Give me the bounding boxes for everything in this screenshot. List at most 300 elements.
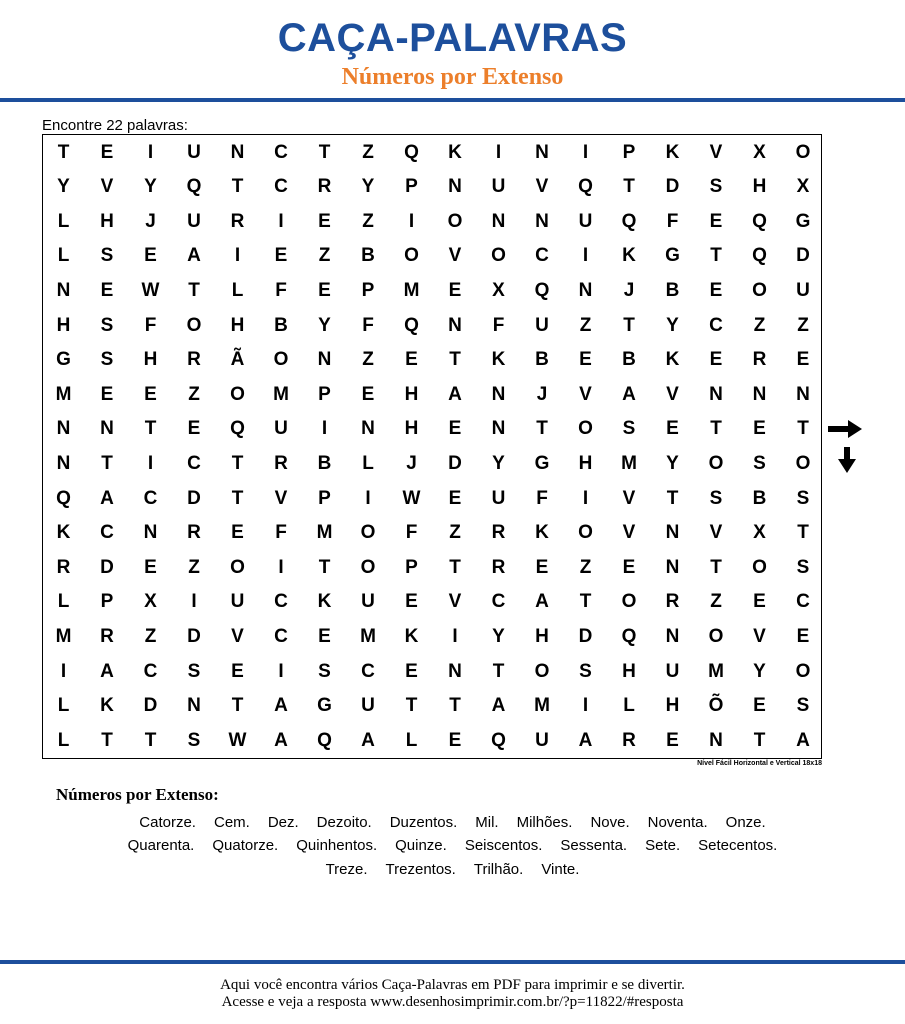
grid-letter: P (622, 141, 636, 163)
grid-letter: K (404, 625, 419, 647)
grid-letter: E (709, 210, 723, 232)
grid-letter: L (362, 452, 374, 474)
grid-letter: E (666, 418, 679, 440)
grid-letter: I (452, 625, 458, 647)
grid-letter: U (491, 176, 506, 198)
grid-letter: F (275, 279, 287, 301)
grid-letter: U (665, 660, 680, 682)
grid-letter: N (709, 383, 723, 405)
grid-letter: Q (578, 176, 593, 198)
grid-letter: Q (404, 141, 419, 163)
grid-letter: M (360, 625, 376, 647)
grid-letter: E (144, 245, 157, 267)
word-item: Quinhentos. (296, 837, 378, 854)
word-item: Dez. (267, 814, 299, 831)
grid-letter: Q (752, 210, 767, 232)
grid-letter: T (797, 522, 809, 544)
footer-line-2: Acesse e veja a resposta www.desenhosimprimir.com.br/?p=11822/#resposta (221, 994, 684, 1010)
grid-letter: E (100, 141, 114, 163)
grid-letter: T (231, 176, 244, 198)
grid-letter: K (100, 695, 114, 717)
grid-letter: Z (710, 591, 722, 613)
grid-letter: E (448, 279, 462, 301)
grid-letter: T (57, 141, 70, 163)
grid-letter: B (317, 452, 332, 474)
grid-letter: C (274, 176, 288, 198)
grid-letter: Z (188, 383, 200, 405)
grid-letter: I (408, 210, 415, 232)
grid-letter: E (144, 383, 157, 405)
grid-letter: R (622, 729, 636, 751)
grid-letter: X (753, 522, 766, 544)
grid-letter: N (535, 210, 549, 232)
grid-letter: M (55, 383, 72, 405)
grid-letter: W (141, 279, 160, 301)
grid-letter: D (143, 695, 158, 717)
grid-letter: C (187, 452, 201, 474)
grid-letter: V (579, 383, 592, 405)
grid-letter: R (317, 176, 332, 198)
grid-letter: Z (144, 625, 157, 647)
grid-letter: K (317, 591, 332, 613)
grid-letter: M (621, 452, 637, 474)
grid-letter: D (448, 452, 462, 474)
grid-letter: U (230, 591, 245, 613)
grid-letter: E (709, 279, 723, 301)
grid-letter: N (56, 418, 71, 440)
grid-letter: O (621, 591, 637, 613)
grid-letter: T (449, 695, 461, 717)
grid-letter: C (274, 625, 288, 647)
grid-letter: Y (57, 176, 70, 198)
grid-letter: X (492, 279, 505, 301)
grid-letter: O (795, 660, 811, 682)
grid-letter: V (753, 625, 766, 647)
grid-letter: L (57, 695, 70, 717)
grid-letter: H (578, 452, 593, 474)
grid-letter: E (448, 418, 462, 440)
grid-letter: D (796, 245, 810, 267)
grid-letter: N (187, 695, 201, 717)
grid-letter: O (752, 279, 767, 301)
word-item: Seiscentos. (464, 837, 543, 854)
grid-letter: T (449, 349, 461, 371)
grid-letter: H (622, 660, 636, 682)
grid-letter: Z (579, 556, 592, 578)
grid-letter: N (361, 418, 375, 440)
grid-letter: U (187, 141, 201, 163)
grid-letter: C (709, 314, 723, 336)
grid-letter: E (709, 349, 723, 371)
grid-letter: R (56, 556, 71, 578)
grid-letter: I (278, 556, 284, 578)
grid-letter: W (228, 729, 247, 751)
grid-letter: G (317, 695, 332, 717)
grid-letter: Q (621, 625, 637, 647)
word-item: Milhões. (516, 814, 573, 831)
grid-letter: A (361, 729, 375, 751)
grid-letter: E (405, 349, 418, 371)
grid-letter: R (230, 210, 245, 232)
grid-letter: O (230, 556, 245, 578)
grid-letter: C (274, 591, 288, 613)
grid-letter: N (491, 418, 506, 440)
level-note: Nível Fácil Horizontal e Vertical 18x18 (697, 760, 822, 767)
grid-letter: T (710, 245, 722, 267)
grid-letter: O (795, 141, 811, 163)
grid-letter: S (579, 660, 592, 682)
grid-letter: D (187, 625, 201, 647)
grid-letter: Z (318, 245, 331, 267)
grid-letter: A (100, 660, 114, 682)
instruction-text: Encontre 22 palavras: (42, 117, 188, 134)
grid-letter: Ã (230, 349, 245, 371)
grid-letter: V (622, 522, 636, 544)
grid-letter: P (318, 383, 331, 405)
grid-letter: T (753, 729, 766, 751)
grid-letter: C (491, 591, 506, 613)
grid-letter: E (448, 729, 462, 751)
grid-letter: Y (361, 176, 375, 198)
grid-letter: P (405, 556, 418, 578)
grid-letter: Y (318, 314, 331, 336)
grid-letter: Õ (708, 695, 724, 717)
grid-letter: A (274, 695, 288, 717)
word-item: Onze. (725, 814, 766, 831)
grid-letter: E (318, 210, 331, 232)
grid-letter: E (231, 522, 244, 544)
grid-letter: Z (797, 314, 809, 336)
word-item: Dezoito. (316, 814, 372, 831)
grid-letter: E (318, 279, 331, 301)
word-list-line (0, 814, 905, 831)
word-list-line (0, 837, 905, 854)
grid-letter: G (795, 210, 811, 232)
grid-letter: U (274, 418, 288, 440)
grid-letter: N (448, 176, 462, 198)
grid-letter: V (274, 487, 288, 509)
grid-letter: B (752, 487, 767, 509)
grid-letter: T (405, 695, 418, 717)
grid-letter: V (100, 176, 114, 198)
grid-letter: A (187, 245, 201, 267)
grid-letter: K (665, 141, 680, 163)
grid-letter: N (709, 729, 723, 751)
grid-letter: F (144, 314, 157, 336)
word-item: Quarenta. (127, 837, 195, 854)
grid-letter: E (100, 383, 114, 405)
arrow-down-icon (838, 447, 856, 473)
grid-letter: S (187, 660, 201, 682)
grid-letter: M (55, 625, 72, 647)
grid-letter: I (582, 141, 589, 163)
grid-letter: S (187, 729, 201, 751)
grid-letter: N (56, 279, 71, 301)
grid-letter: L (57, 591, 70, 613)
grid-letter: E (753, 418, 766, 440)
grid-letter: Z (362, 141, 374, 163)
grid-letter: O (708, 625, 724, 647)
grid-letter: N (752, 383, 767, 405)
grid-letter: U (535, 729, 549, 751)
grid-letter: L (231, 279, 244, 301)
grid-letter: O (447, 210, 463, 232)
grid-letter: S (622, 418, 636, 440)
grid-letter: H (230, 314, 245, 336)
grid-letter: V (448, 591, 462, 613)
grid-letter: M (708, 660, 724, 682)
grid-letter: G (534, 452, 550, 474)
word-item: Quatorze. (212, 837, 279, 854)
grid-letter: D (100, 556, 114, 578)
grid-letter: N (665, 556, 680, 578)
grid-letter: Z (753, 314, 766, 336)
grid-letter: H (535, 625, 549, 647)
grid-letter: H (752, 176, 767, 198)
grid-letter: O (273, 349, 289, 371)
grid-letter: B (361, 245, 375, 267)
word-item: Duzentos. (389, 814, 458, 831)
word-item: Catorze. (139, 814, 196, 831)
grid-letter: Y (492, 452, 505, 474)
grid-letter: C (100, 522, 114, 544)
grid-letter: H (143, 349, 158, 371)
grid-letter: C (361, 660, 375, 682)
grid-letter: S (709, 487, 723, 509)
grid-letter: Y (666, 314, 679, 336)
word-item: Setecentos. (698, 837, 778, 854)
grid-letter: V (709, 141, 723, 163)
grid-letter: H (404, 383, 419, 405)
grid-letter: X (753, 141, 766, 163)
grid-letter: L (623, 695, 635, 717)
grid-letter: Y (492, 625, 505, 647)
grid-letter: C (796, 591, 810, 613)
word-item: Mil. (475, 814, 499, 831)
grid-letter: Y (666, 452, 679, 474)
grid-letter: A (491, 695, 506, 717)
grid-letter: N (317, 349, 332, 371)
arrow-right-icon (828, 420, 862, 438)
page-title: CAÇA-PALAVRAS (277, 16, 628, 60)
grid-letter: E (666, 729, 679, 751)
grid-letter: H (665, 695, 680, 717)
grid-letter: N (100, 418, 114, 440)
top-divider (0, 98, 905, 102)
grid-letter: Q (317, 729, 332, 751)
grid-letter: T (579, 591, 592, 613)
grid-letter: H (100, 210, 114, 232)
grid-letter: R (491, 522, 506, 544)
grid-letter: Z (449, 522, 461, 544)
grid-letter: V (448, 245, 462, 267)
grid-letter: V (666, 383, 679, 405)
grid-letter: N (491, 210, 506, 232)
grid-letter: T (318, 141, 331, 163)
grid-letter: S (100, 245, 114, 267)
grid-letter: U (796, 279, 810, 301)
grid-letter: I (191, 591, 197, 613)
grid-letter: M (273, 383, 289, 405)
grid-letter: K (448, 141, 462, 163)
grid-letter: I (60, 660, 67, 682)
word-item: Nove. (590, 814, 630, 831)
grid-letter: F (275, 522, 287, 544)
grid-letter: K (491, 349, 506, 371)
grid-letter: E (753, 695, 766, 717)
grid-letter: Q (56, 487, 71, 509)
grid-letter: I (321, 418, 328, 440)
grid-letter: S (796, 487, 810, 509)
grid-letter: Q (186, 176, 202, 198)
grid-letter: A (622, 383, 636, 405)
grid-letter: O (491, 245, 506, 267)
grid-letter: B (274, 314, 288, 336)
grid-letter: E (318, 625, 331, 647)
grid-letter: W (402, 487, 421, 509)
grid-letter: T (101, 729, 113, 751)
grid-letter: B (622, 349, 636, 371)
grid-letter: K (535, 522, 549, 544)
grid-letter: N (143, 522, 158, 544)
grid-letter: U (361, 591, 375, 613)
grid-letter: F (405, 522, 418, 544)
word-item: Cem. (213, 814, 250, 831)
grid-letter: V (535, 176, 549, 198)
grid-letter: R (187, 349, 201, 371)
word-item: Sete. (645, 837, 681, 854)
grid-letter: N (796, 383, 810, 405)
grid-letter: N (535, 141, 549, 163)
grid-letter: U (491, 487, 506, 509)
grid-letter: A (796, 729, 810, 751)
grid-letter: I (278, 210, 284, 232)
grid-letter: N (491, 383, 506, 405)
grid-letter: O (186, 314, 202, 336)
grid-letter: U (535, 314, 549, 336)
word-item: Vinte. (541, 861, 580, 878)
grid-letter: K (665, 349, 680, 371)
grid-letter: E (187, 418, 201, 440)
grid-letter: Q (491, 729, 506, 751)
grid-letter: R (752, 349, 767, 371)
grid-letter: N (448, 660, 462, 682)
grid-letter: I (582, 245, 589, 267)
word-item: Noventa. (647, 814, 708, 831)
grid-letter: F (536, 487, 548, 509)
grid-letter: S (318, 660, 331, 682)
grid-letter: N (665, 625, 680, 647)
grid-letter: J (536, 383, 548, 405)
grid-letter: Q (621, 210, 637, 232)
grid-letter: M (534, 695, 550, 717)
grid-letter: T (144, 418, 157, 440)
grid-letter: O (578, 418, 593, 440)
grid-letter: R (274, 452, 288, 474)
grid-letter: J (623, 279, 635, 301)
grid-letter: Q (534, 279, 550, 301)
grid-letter: S (796, 556, 810, 578)
grid-letter: D (665, 176, 680, 198)
grid-letter: A (100, 487, 114, 509)
grid-letter: P (405, 176, 418, 198)
grid-letter: M (316, 522, 333, 544)
grid-letter: D (578, 625, 593, 647)
grid-letter: Y (144, 176, 157, 198)
grid-letter: T (536, 418, 548, 440)
grid-letter: T (318, 556, 331, 578)
grid-letter: Y (753, 660, 766, 682)
grid-letter: Q (404, 314, 419, 336)
grid-letter: X (144, 591, 157, 613)
grid-letter: N (230, 141, 245, 163)
grid-letter: N (578, 279, 593, 301)
grid-letter: H (404, 418, 419, 440)
grid-letter: K (622, 245, 636, 267)
grid-letter: L (57, 245, 70, 267)
grid-letter: Z (579, 314, 592, 336)
grid-letter: E (231, 660, 244, 682)
grid-letter: Q (752, 245, 767, 267)
grid-letter: P (361, 279, 375, 301)
grid-letter: J (145, 210, 156, 232)
grid-letter: Z (362, 210, 374, 232)
grid-letter: S (100, 349, 114, 371)
grid-letter: E (579, 349, 592, 371)
grid-letter: E (274, 245, 288, 267)
grid-letter: E (361, 383, 375, 405)
grid-letter: K (56, 522, 71, 544)
grid-letter: L (57, 210, 70, 232)
grid-letter: H (56, 314, 71, 336)
grid-letter: N (448, 314, 462, 336)
grid-letter: O (795, 452, 811, 474)
grid-letter: N (56, 452, 71, 474)
grid-letter: T (623, 314, 635, 336)
grid-letter: O (360, 522, 376, 544)
grid-letter: T (710, 556, 722, 578)
grid-letter: V (231, 625, 244, 647)
grid-letter: I (365, 487, 371, 509)
grid-letter: Z (362, 349, 374, 371)
grid-letter: T (231, 695, 244, 717)
grid-letter: C (535, 245, 549, 267)
word-item: Sessenta. (560, 837, 628, 854)
grid-letter: O (578, 522, 593, 544)
word-list-line (0, 861, 905, 878)
word-item: Trilhão. (473, 861, 524, 878)
grid-letter: C (274, 141, 288, 163)
word-item: Treze. (325, 861, 368, 878)
grid-letter: I (582, 695, 589, 717)
grid-letter: C (143, 660, 158, 682)
grid-letter: S (796, 695, 810, 717)
grid-letter: E (405, 591, 418, 613)
grid-letter: E (100, 279, 114, 301)
grid-letter: I (234, 245, 241, 267)
grid-letter: T (449, 556, 461, 578)
grid-letter: O (230, 383, 245, 405)
grid-letter: O (752, 556, 767, 578)
grid-letter: T (188, 279, 200, 301)
grid-letter: E (405, 660, 418, 682)
grid-letter: E (753, 591, 766, 613)
grid-letter: E (448, 487, 462, 509)
grid-letter: S (709, 176, 723, 198)
grid-letter: N (665, 522, 680, 544)
grid-letter: R (187, 522, 201, 544)
grid-letter: I (582, 487, 589, 509)
